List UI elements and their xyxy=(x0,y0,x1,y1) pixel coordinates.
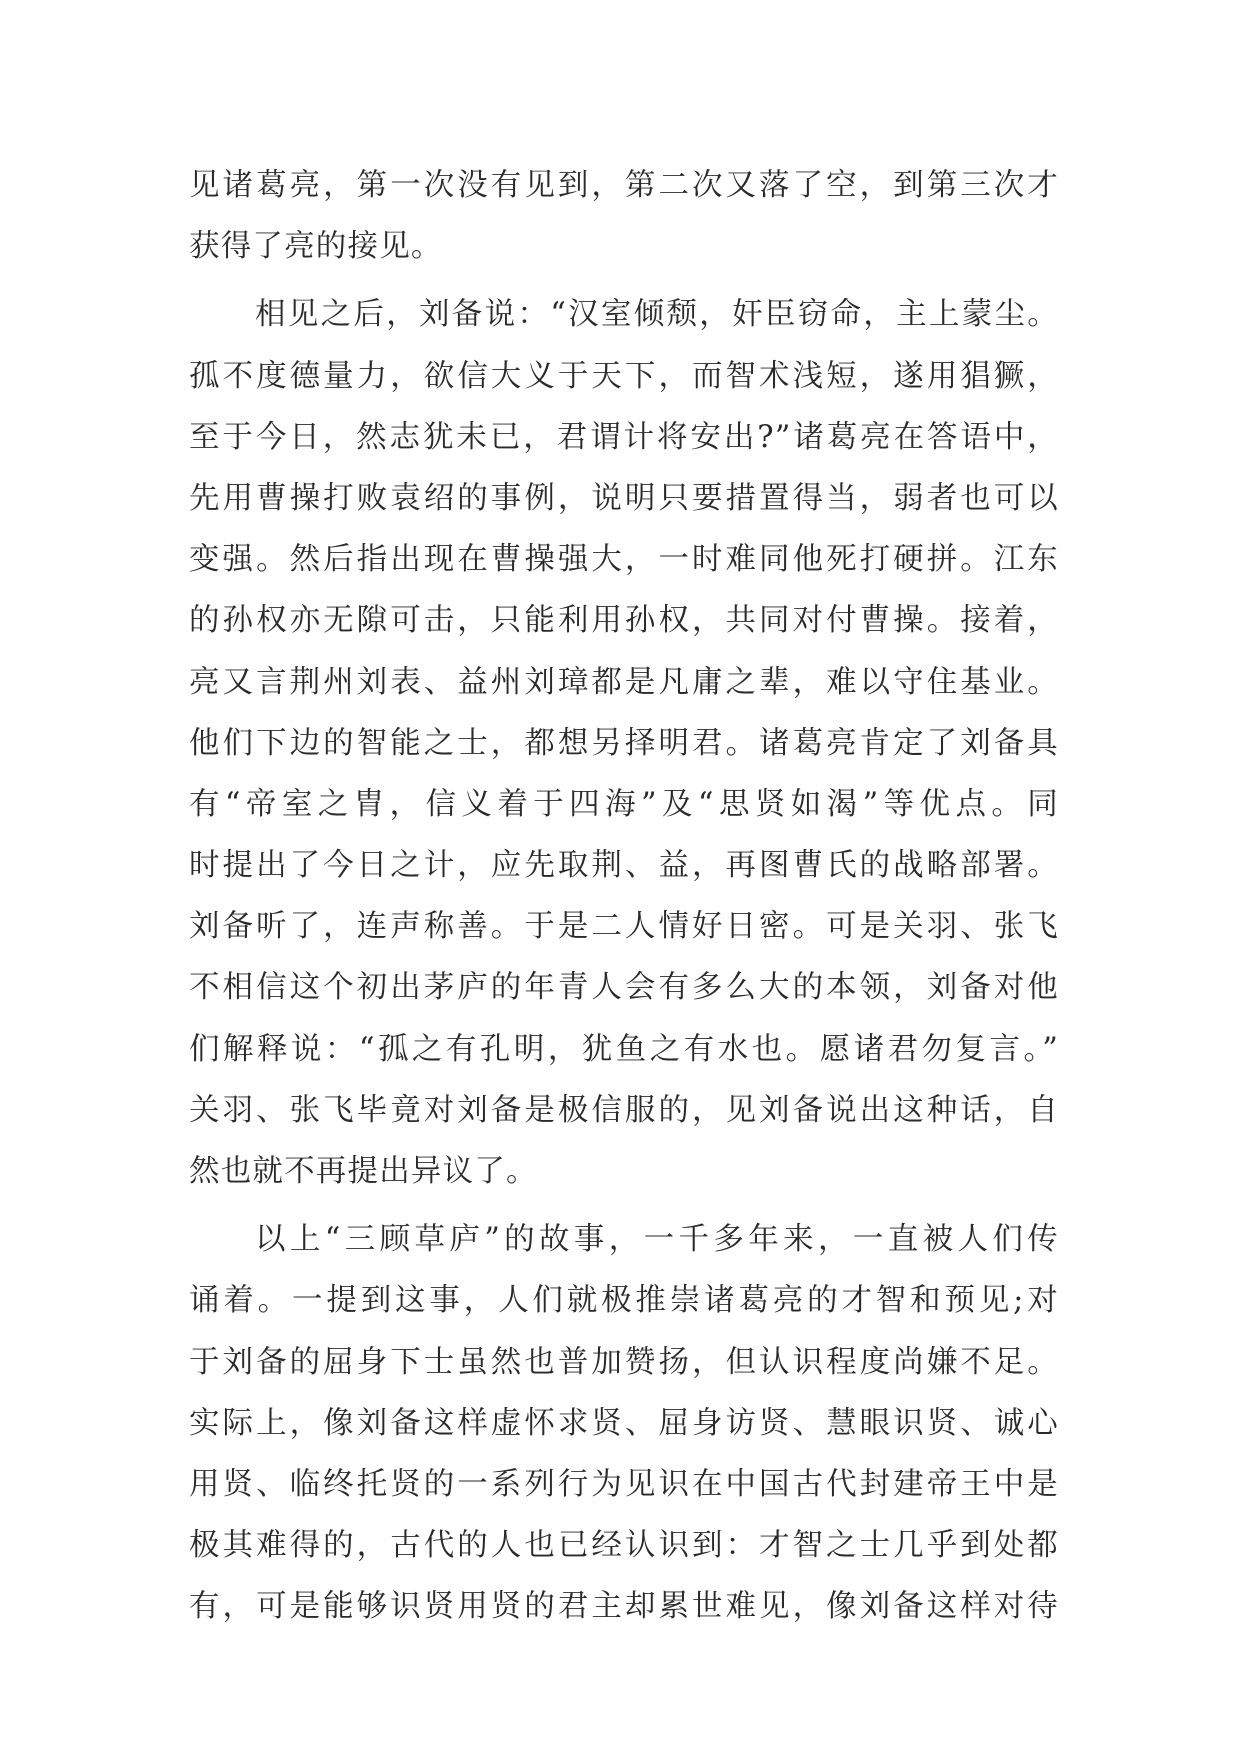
text-line: 变强。然后指出现在曹操强大，一时难同他死打硬拼。江东 xyxy=(189,542,1059,578)
text-line: 用贤、临终托贤的一系列行为见识在中国古代封建帝王中是 xyxy=(189,1466,1059,1502)
text-line: 于刘备的屈身下士虽然也普加赞扬，但认识程度尚嫌不足。 xyxy=(189,1344,1059,1380)
text-line: 们解释说：“孤之有孔明，犹鱼之有水也。愿诸君勿复言。” xyxy=(189,1031,1059,1067)
text-line: 见诸葛亮，第一次没有见到，第二次又落了空，到第三次才 xyxy=(189,168,1059,203)
text-line: 实际上，像刘备这样虚怀求贤、屈身访贤、慧眼识贤、诚心 xyxy=(189,1405,1059,1441)
text-line: 的孙权亦无隙可击，只能利用孙权，共同对付曹操。接着， xyxy=(189,603,1059,639)
paragraph-3 xyxy=(189,1209,1059,1637)
text-line: 诵着。一提到这事，人们就极推崇诸葛亮的才智和预见;对 xyxy=(189,1283,1059,1319)
paragraph-1 xyxy=(189,155,1059,277)
text-line: 然也就不再提出异议了。 xyxy=(189,1154,538,1189)
text-line: 先用曹操打败袁绍的事例，说明只要措置得当，弱者也可以 xyxy=(189,480,1059,516)
text-line: 获得了亮的接见。 xyxy=(189,229,443,265)
text-line: 亮又言荆州刘表、益州刘璋都是凡庸之辈，难以守住基业。 xyxy=(189,664,1059,700)
text-line: 有，可是能够识贤用贤的君主却累世难见，像刘备这样对待 xyxy=(189,1589,1059,1625)
text-line: 孤不度德量力，欲信大义于天下，而智术浅短，遂用猖獗， xyxy=(189,358,1059,394)
text-line: 不相信这个初出茅庐的年青人会有多么大的本领，刘备对他 xyxy=(189,970,1059,1006)
text-line: 极其难得的，古代的人也已经认识到：才智之士几乎到处都 xyxy=(189,1528,1059,1564)
paragraph-2 xyxy=(189,284,1059,1202)
text-line: 以上“三顾草庐”的故事，一千多年来，一直被人们传 xyxy=(255,1222,1059,1258)
text-line: 有“帝室之胄，信义着于四海”及“思贤如渴”等优点。同 xyxy=(189,786,1059,822)
text-line: 刘备听了，连声称善。于是二人情好日密。可是关羽、张飞 xyxy=(189,909,1059,945)
body-text xyxy=(189,155,1059,1638)
text-line: 至于今日，然志犹未已，君谓计将安出?”诸葛亮在答语中， xyxy=(189,419,1059,455)
text-line: 相见之后，刘备说：“汉室倾颓，奸臣窃命，主上蒙尘。 xyxy=(255,297,1059,333)
text-line: 他们下边的智能之士，都想另择明君。诸葛亮肯定了刘备具 xyxy=(189,725,1059,761)
text-line: 关羽、张飞毕竟对刘备是极信服的，见刘备说出这种话，自 xyxy=(189,1092,1059,1128)
text-line: 时提出了今日之计，应先取荆、益，再图曹氏的战略部署。 xyxy=(189,848,1059,884)
